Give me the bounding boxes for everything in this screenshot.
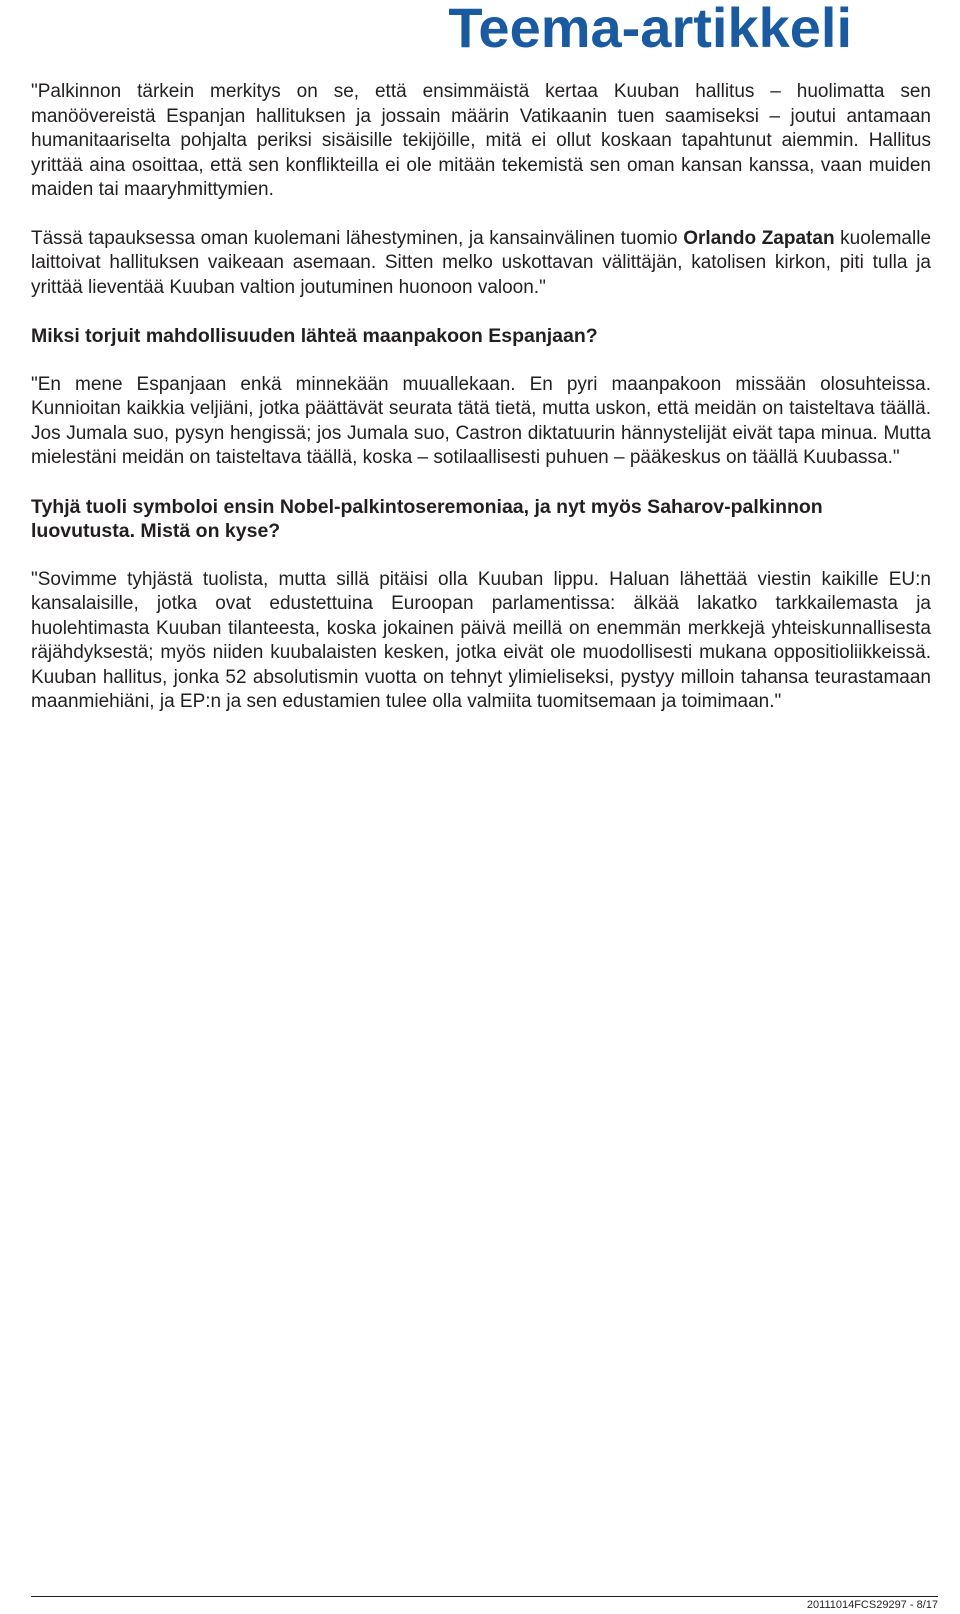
paragraph-2-lead: Tässä tapauksessa oman kuolemani lähestyminen, ja kansainvälinen tuomio xyxy=(31,227,684,249)
article-paragraph-2 xyxy=(31,227,931,301)
document-reference: 20111014FCS29297 - 8/17 xyxy=(806,1599,938,1611)
interview-question-1: Miksi torjuit mahdollisuuden lähteä maanpakoon Espanjaan? xyxy=(31,325,598,347)
person-name-orlando-zapata: Orlando Zapatan xyxy=(683,227,835,249)
article-body xyxy=(31,80,931,739)
interview-question-2: Tyhjä tuoli symboloi ensin Nobel-palkintoseremoniaa, ja nyt myös Saharov-palkinnon luovutusta. Mistä on kyse? xyxy=(31,495,823,542)
article-paragraph-4: "Sovimme tyhjästä tuolista, mutta sillä pitäisi olla Kuuban lippu. Haluan lähettää viestin kaikille EU:n kansalaisille, jotka ovat edustettuina Euroopan parlamentissa: älkää lakatko tarkkailemasta ja huolehtimasta Kuuban tilanteesta, koska jokainen päivä meillä on enemmän merkkejä yhteiskunnallisesta räjähdyksestä; myös niiden kuubalaisten kesken, jotka eivät ole muodollisesti mukana oppositioliikkeissä. Kuuban hallitus, jonka 52 absolutismin vuotta on tehnyt ylimieliseksi, pystyy milloin tahansa teurastamaan maanmiehiäni, ja EP:n ja sen edustamien tulee olla valmiita tuomitsemaan ja toimimaan." xyxy=(31,568,931,712)
article-paragraph-3: "En mene Espanjaan enkä minnekään muuallekaan. En pyri maanpakoon missään olosuhteissa. Kunnioitan kaikkia veljiäni, jotka päättävät seurata tätä tietä, mutta uskon, että meidän on taisteltava täällä. Jos Jumala suo, pysyn hengissä; jos Jumala suo, Castron diktatuurin hännystelijät eivät tapa minua. Mutta mielestäni meidän on taisteltava täällä, koska – sotilaallisesti puhuen – pääkeskus on täällä Kuubassa." xyxy=(31,373,931,468)
footer-divider xyxy=(31,1596,938,1597)
paragraph-2-rest: kuolemalle laittoivat hallituksen vaikeaan asemaan. Sitten melko uskottavan välittäjän, katolisen kirkon, piti tulla ja yrittää lieventää Kuuban valtion joutuminen huonoon valoon." xyxy=(31,227,932,298)
page-title: Teema-artikkeli xyxy=(448,0,852,59)
article-paragraph-1: "Palkinnon tärkein merkitys on se, että ensimmäistä kertaa Kuuban hallitus – huolimatta sen manöövereistä Espanjan hallituksen ja jossain määrin Vatikaanin tuen saamiseksi – joutui antamaan humanitaariselta pohjalta periksi sisäisille tekijöille, mitä ei ollut koskaan tapahtunut aiemmin. Hallitus yrittää aina osoittaa, että sen konflikteilla ei ole mitään tekemistä sen oman kansan kanssa, vaan muiden maiden tai maaryhmittymien. xyxy=(31,81,931,200)
